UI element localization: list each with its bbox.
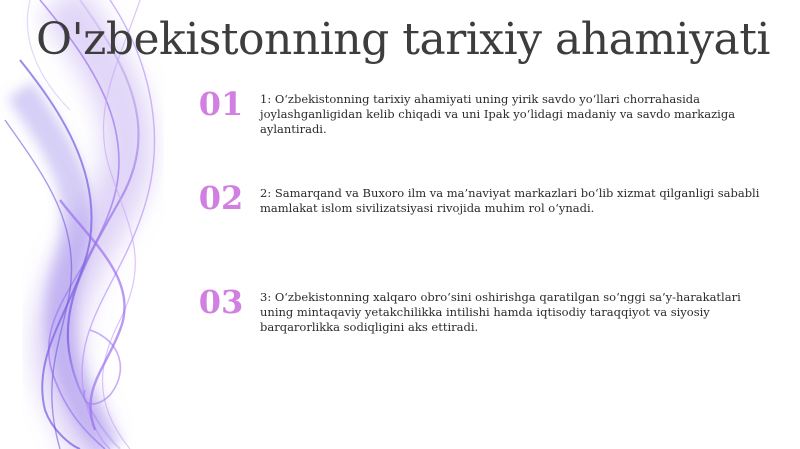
item-text: 3: O‘zbekistonning xalqaro obro‘sini oshirishga qaratilgan so‘nggi sa’y-harakatlari uning mintaqaviy yetakchilikka intilishi hamda iqtisodiy taraqqiyot va siyosiy barqarorlikka sodiqligini aks ettiradi. [260, 290, 741, 334]
item-number: 02 [198, 179, 244, 217]
item-text: 1: O‘zbekistonning tarixiy ahamiyati uning yirik savdo yo‘llari chorrahasida joylashganligidan kelib chiqadi va uni Ipak yo‘lidagi madaniy va savdo markaziga aylantiradi. [260, 92, 736, 136]
item-text: 2: Samarqand va Buxoro ilm va ma’naviyat markazlari bo‘lib xizmat qilganligi sababli mamlakat islom sivilizatsiyasi rivojida muhim rol o‘ynadi. [260, 186, 760, 215]
item-number: 03 [198, 283, 244, 321]
item-number: 01 [198, 85, 244, 123]
slide-title: O'zbekistonning tarixiy ahamiyati [36, 14, 770, 65]
